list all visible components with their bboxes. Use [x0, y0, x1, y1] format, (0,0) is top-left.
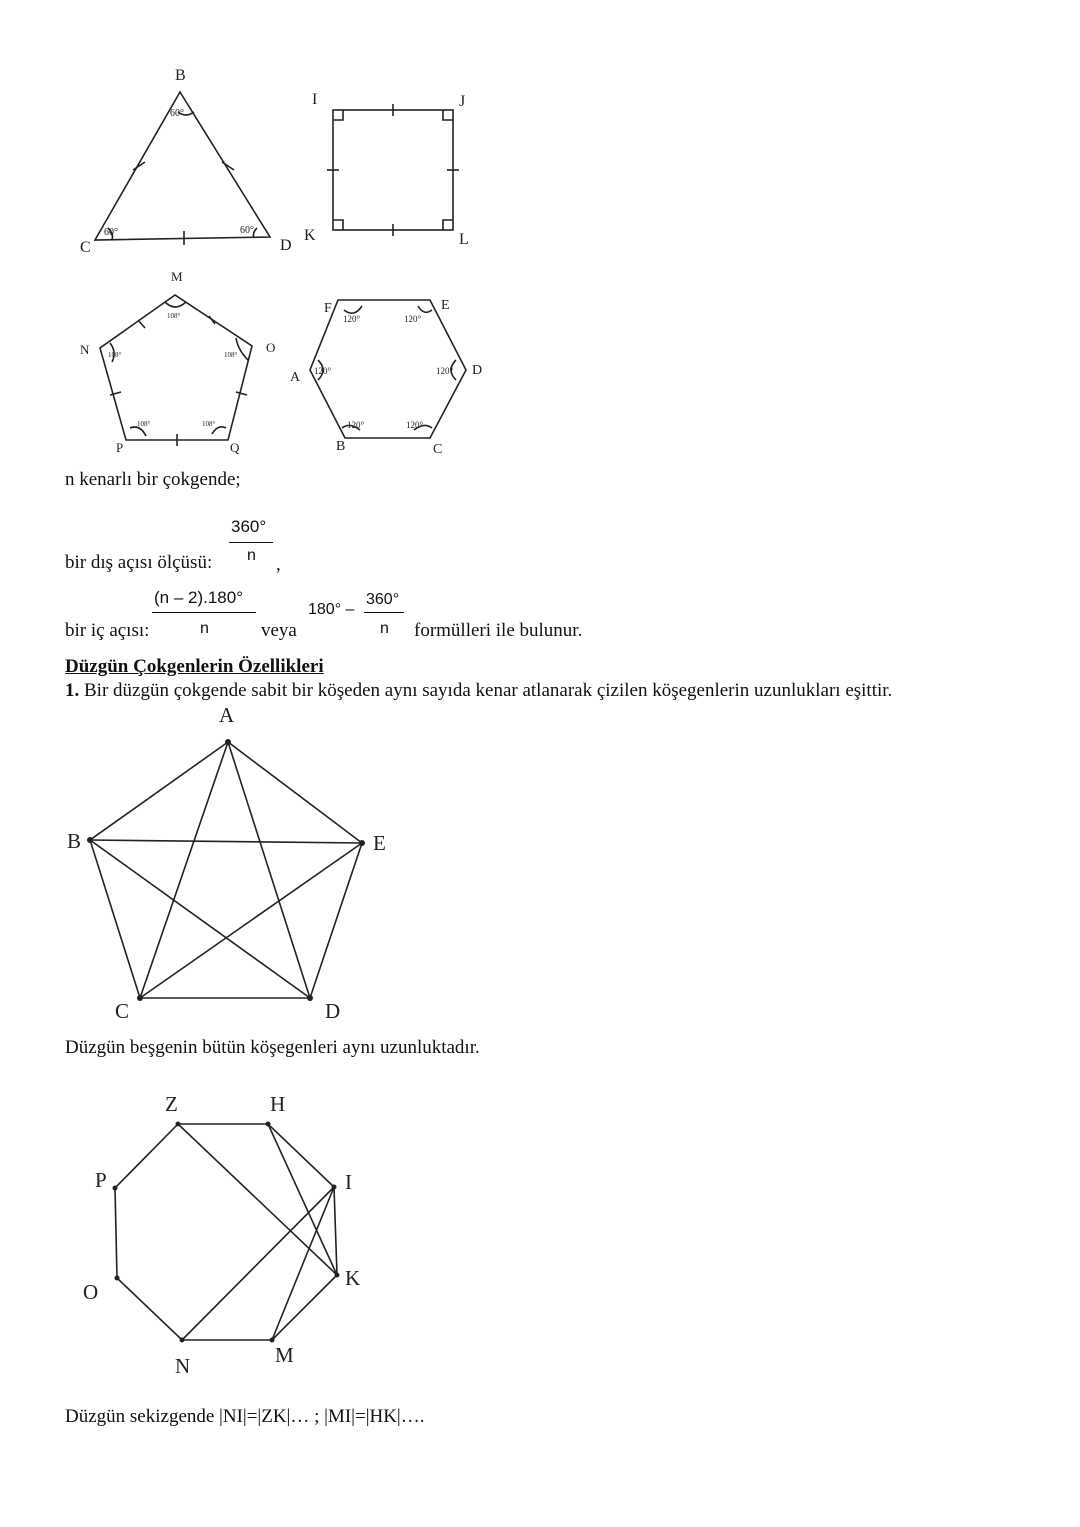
- exterior-fraction-bar: [229, 542, 273, 543]
- hexagon-vertex-e: E: [441, 298, 450, 313]
- triangle-vertex-b: B: [175, 67, 186, 84]
- hexagon-angle-c: 120°: [406, 420, 424, 430]
- item-1-text: Bir düzgün çokgende sabit bir köşeden aynı sayıda kenar atlanarak çizilen köşegenlerin uzunlukları eşittir.: [84, 680, 893, 701]
- intro-text: n kenarlı bir çokgende;: [65, 469, 241, 490]
- hexagon-vertex-c: C: [433, 442, 443, 457]
- exterior-angle-denominator: n: [247, 547, 256, 564]
- octagon-caption: Düzgün sekizgende |NI|=|ZK|… ; |MI|=|HK|….: [65, 1406, 425, 1427]
- hexagon-vertex-b: B: [336, 439, 346, 454]
- pentagon-vertex-n: N: [80, 342, 90, 357]
- pentagon-angle-m: 108°: [167, 312, 181, 320]
- pentagon-vertex-q: Q: [230, 440, 240, 455]
- square: [327, 104, 459, 236]
- diag-pentagon-vertex-e: E: [373, 831, 386, 855]
- octagon-vertex-z: Z: [165, 1092, 178, 1116]
- square-vertex-k: K: [304, 227, 316, 244]
- pentagon-vertex-p: P: [116, 440, 124, 455]
- hexagon-angle-d: 120°: [436, 366, 454, 376]
- hexagon-angle-a: 120°: [314, 366, 332, 376]
- hexagon-vertex-a: A: [290, 370, 301, 385]
- octagon-vertex-p: P: [95, 1168, 107, 1192]
- hexagon-angle-e: 120°: [404, 314, 422, 324]
- alt-formula-denominator: n: [380, 620, 389, 637]
- interior-angle-numerator: (n – 2).180°: [154, 588, 244, 607]
- formulas-suffix: formülleri ile bulunur.: [414, 620, 583, 641]
- triangle-angle-b: 60°: [170, 108, 184, 119]
- exterior-angle-label: bir dış açısı ölçüsü:: [65, 552, 213, 573]
- diag-pentagon-vertex-c: C: [115, 999, 130, 1023]
- item-1-number: 1.: [65, 680, 80, 701]
- pentagon-angle-p: 108°: [137, 420, 151, 428]
- exterior-angle-comma: ,: [276, 554, 281, 575]
- triangle-vertex-d: D: [280, 237, 292, 254]
- pentagon-caption: Düzgün beşgenin bütün köşegenleri aynı uzunluktadır.: [65, 1037, 480, 1058]
- alt-formula-numerator: 360°: [366, 591, 400, 608]
- interior-fraction-bar: [152, 612, 256, 613]
- octagon-vertex-m: M: [275, 1343, 294, 1367]
- triangle-angle-c: 60°: [104, 227, 118, 238]
- diag-pentagon-vertex-d: D: [325, 999, 341, 1023]
- pentagon-vertex-m: M: [171, 269, 183, 284]
- alt-formula-prefix: 180° –: [308, 601, 355, 618]
- octagon-vertex-n: N: [175, 1354, 191, 1378]
- hexagon-angle-f: 120°: [343, 314, 361, 324]
- octagon-with-diagonals: [115, 1124, 337, 1340]
- pentagon-vertex-o: O: [266, 340, 276, 355]
- triangle-vertex-c: C: [80, 239, 91, 256]
- hexagon-angle-b: 120°: [347, 420, 365, 430]
- square-vertex-j: J: [459, 93, 466, 110]
- triangle-angle-d: 60°: [240, 225, 254, 236]
- hexagon-vertex-f: F: [324, 301, 332, 316]
- square-vertex-l: L: [459, 231, 469, 248]
- exterior-angle-numerator: 360°: [231, 517, 267, 536]
- pentagon-angle-q: 108°: [202, 420, 216, 428]
- interior-angle-denominator: n: [200, 620, 209, 637]
- square-vertex-i: I: [312, 91, 318, 108]
- item-1: [65, 681, 892, 700]
- or-word: veya: [261, 620, 297, 641]
- pentagon-with-diagonals: [90, 742, 362, 998]
- octagon-vertex-i: I: [345, 1170, 352, 1194]
- interior-angle-label: bir iç açısı:: [65, 620, 150, 641]
- octagon-vertex-o: O: [83, 1280, 99, 1304]
- hexagon-vertex-d: D: [472, 363, 483, 378]
- section-title: Düzgün Çokgenlerin Özellikleri: [65, 656, 324, 677]
- diag-pentagon-vertex-b: B: [67, 829, 82, 853]
- pentagon-angle-n: 108°: [108, 351, 122, 359]
- octagon-vertex-h: H: [270, 1092, 286, 1116]
- alt-fraction-bar: [364, 612, 404, 613]
- diag-pentagon-vertex-a: A: [219, 703, 235, 727]
- octagon-vertex-k: K: [345, 1266, 361, 1290]
- pentagon-angle-o: 108°: [224, 351, 238, 359]
